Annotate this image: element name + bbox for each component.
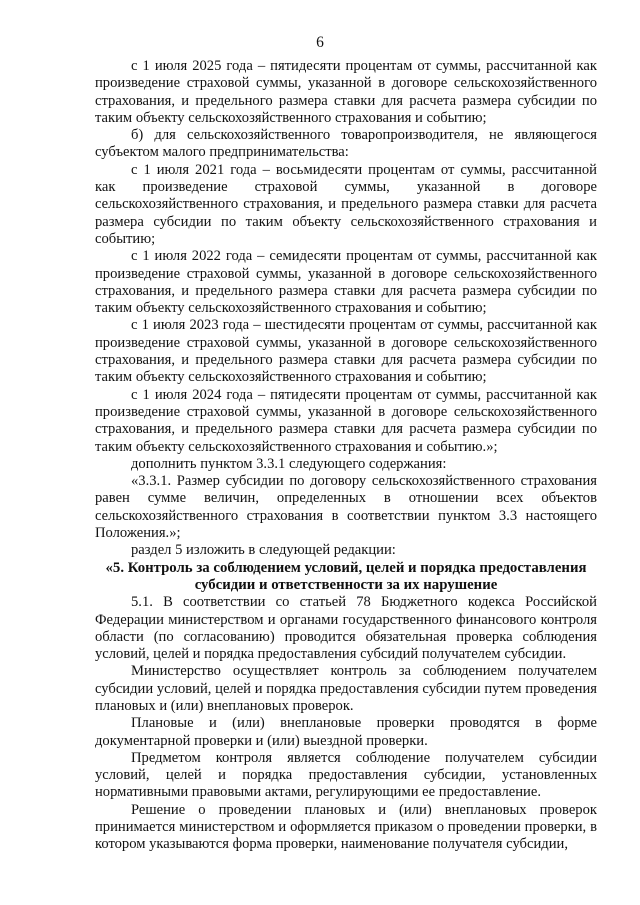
section-paragraph: Министерство осуществляет контроль за соблюдением получателем субсидии условий, целей и порядка предоставления субсидии путем проведения плановых и (или) внеплановых проверок. [95,663,597,714]
page-number: 6 [316,34,324,51]
section-heading: «5. Контроль за соблюдением условий, целей и порядка предоставления субсидии и ответственности за их нарушение [105,559,587,593]
section-paragraph: Плановые и (или) внеплановые проверки проводятся в форме документарной проверки и (или) выездной проверки. [95,715,597,749]
paragraph: б) для сельскохозяйственного товаропроизводителя, не являющегося субъектом малого предпринимательства: [95,127,597,161]
paragraph: с 1 июля 2023 года – шестидесяти процентам от суммы, рассчитанной как произведение страховой суммы, указанной в договоре сельскохозяйственного страхования, и предельного размера ставки для расчета размера субсидии по таким объекту сельскохозяйственного страхования и событию; [95,317,597,386]
paragraph: с 1 июля 2024 года – пятидесяти процентам от суммы, рассчитанной как произведение страховой суммы, указанной в договоре сельскохозяйственного страхования, и предельного размера ставки для расчета размера субсидии по таким объекту сельскохозяйственного страхования и событию.»; [95,386,597,455]
paragraph: с 1 июля 2022 года – семидесяти процентам от суммы, рассчитанной как произведение страховой суммы, указанной в договоре сельскохозяйственного страхования, и предельного размера ставки для расчета размера субсидии по таким объекту сельскохозяйственного страхования и событию; [95,248,597,317]
paragraph: дополнить пунктом 3.3.1 следующего содержания: [131,455,447,472]
section-paragraph: 5.1. В соответствии со статьей 78 Бюджетного кодекса Российской Федерации министерством и органами государственного финансового контроля области (по согласованию) проводится обязательная проверка соблюдения условий, целей и порядка предоставления субсидий получателем субсидии. [95,594,597,663]
paragraph: с 1 июля 2021 года – восьмидесяти процентам от суммы, рассчитанной как произведение страховой суммы, указанной в договоре сельскохозяйственного страхования, и предельного размера ставки для расчета размера субсидии по таким объекту сельскохозяйственного страхования и событию; [95,161,597,247]
section-paragraph: Решение о проведении плановых и (или) внеплановых проверок принимается министерством и оформляется приказом о проведении проверки, в котором указываются форма проверки, наименование получателя субсидии, [95,801,597,853]
paragraph: раздел 5 изложить в следующей редакции: [131,542,396,559]
document-body [95,58,597,854]
paragraph: с 1 июля 2025 года – пятидесяти процентам от суммы, рассчитанной как произведение страховой суммы, указанной в договоре сельскохозяйственного страхования, и предельного размера ставки для расчета размера субсидии по таким объекту сельскохозяйственного страхования и событию; [95,58,597,126]
paragraph: «3.3.1. Размер субсидии по договору сельскохозяйственного страхования равен сумме величин, определенных в отношении всех объектов сельскохозяйственного страхования в соответствии пунктом 3.3 настоящего Положения.»; [95,473,597,542]
section-paragraph: Предметом контроля является соблюдение получателем субсидии условий, целей и порядка предоставления субсидии, установленных нормативными правовыми актами, регулирующими ее предоставление. [95,749,597,801]
